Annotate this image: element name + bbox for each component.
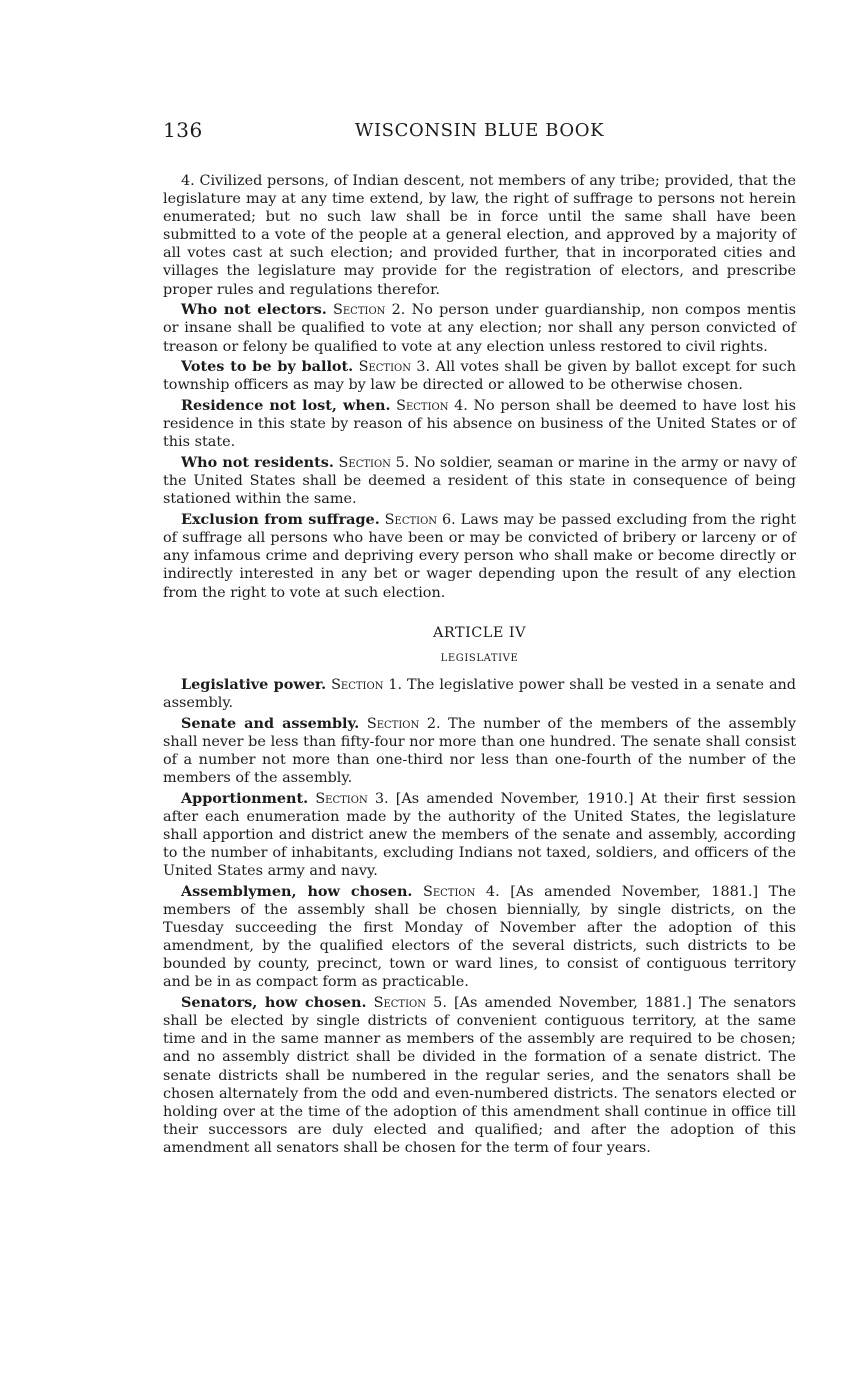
page-body <box>163 172 796 1160</box>
section-paragraph <box>163 994 796 1157</box>
section-text: Laws may be passed excluding from the right of suffrage all persons who have been or may be convicted of bribery or larceny or of any infamous crime and depriving every person who shall make or become directly or indirectly interested in any bet or wager depending upon the result of any election from the right to vote at such election. <box>163 512 797 601</box>
section-heading: Senate and assembly. <box>181 714 360 732</box>
section-paragraph <box>163 883 796 992</box>
section-text: All votes shall be given by ballot except for such township officers as may by law be directed or allowed to be otherwise chosen. <box>163 359 797 394</box>
section-paragraph <box>163 790 796 880</box>
section-paragraph <box>163 454 796 508</box>
section-number: Section 6. <box>384 512 456 529</box>
section-text: The legislative power shall be vested in a senate and assembly. <box>163 676 797 711</box>
section-heading: Residence not lost, when. <box>181 397 391 415</box>
section-number: Section 4. <box>396 398 468 415</box>
section-heading: Exclusion from suffrage. <box>181 511 380 529</box>
article-subtitle: LEGISLATIVE <box>440 652 519 664</box>
section-paragraph <box>163 301 796 355</box>
article-title: ARTICLE IV <box>433 624 526 641</box>
section-paragraph <box>163 358 796 394</box>
section-number: Section 2. <box>366 715 441 732</box>
section-heading: Apportionment. <box>181 789 309 807</box>
section-number: Section 2. <box>333 302 406 319</box>
section-heading: Assemblymen, how chosen. <box>181 882 413 900</box>
section-number: Section 1. <box>331 676 403 693</box>
page-number: 136 <box>163 118 203 142</box>
section-text: The number of the members of the assembly shall never be less than fifty-four nor more than one hundred. The senate shall consist of a number not more than one-third nor less than one-fourth of the number of the members of the assembly. <box>163 715 796 786</box>
section-heading: Who not residents. <box>181 454 334 472</box>
section-paragraph <box>163 511 796 601</box>
clause-4-paragraph: 4. Civilized persons, of Indian descent, not members of any tribe; provided, that the legislature may at any time extend, by law, the right of suffrage to persons not herein enumerated; but no such law shall be in force until the same shall have been submitted to a vote of the people at a general election, and approved by a majority of all votes cast at such election; and provided further, that in incorporated cities and villages the legislature may provide for the registration of electors, and prescribe proper rules and regulations therefor. <box>163 173 796 298</box>
section-text: [As amended November, 1881.] The members of the assembly shall be chosen biennially, by single districts, on the Tuesday succeeding the first Monday of November after the adoption of this amendment, by the qualified electors of the several districts, such districts to be bounded by county, precinct, town or ward lines, to consist of contiguous territory and be in as compact form as practicable. <box>163 883 797 991</box>
section-heading: Votes to be by ballot. <box>181 358 354 376</box>
section-heading: Who not electors. <box>181 301 327 319</box>
page-header <box>163 118 796 150</box>
section-number: Section 5. <box>338 455 410 472</box>
section-number: Section 3. <box>358 359 431 376</box>
section-text: No person under guardianship, non compos mentis or insane shall be qualified to vote at any election; nor shall any person convicted of treason or felony be qualified to vote at any election unless restored to civil rights. <box>163 302 797 355</box>
section-text: [As amended November, 1881.] The senators shall be elected by single districts of convenient contiguous territory, at the same time and in the same manner as members of the assembly are required to be chosen; and no assembly district shall be divided in the formation of a senate district. The senate districts shall be numbered in the regular series, and the senators shall be chosen alternately from the odd and even-numbered districts. The senators elected or holding over at the time of the adoption of this amendment shall continue in office till their successors are duly elected and qualified; and after the adoption of this amendment all senators shall be chosen for the term of four years. <box>163 995 796 1156</box>
section-number: Section 4. <box>423 883 500 900</box>
section-paragraph <box>163 715 796 787</box>
running-title: WISCONSIN BLUE BOOK <box>354 120 605 141</box>
section-heading: Legislative power. <box>181 675 327 693</box>
section-text: [As amended November, 1910.] At their first session after each enumeration made by the authority of the United States, the legislature shall apportion and district anew the members of the senate and assembly, according to the number of inhabitants, excluding Indians not taxed, soldiers, and officers of the United States army and navy. <box>163 790 797 880</box>
section-text: No soldier, seaman or marine in the army or navy of the United States shall be deemed a resident of this state in consequence of being stationed within the same. <box>163 455 797 508</box>
section-paragraph <box>163 676 796 712</box>
section-text: No person shall be deemed to have lost his residence in this state by reason of his absence on business of the United States or of this state. <box>163 398 797 451</box>
section-heading: Senators, how chosen. <box>181 994 367 1012</box>
section-paragraph <box>163 397 796 451</box>
section-number: Section 3. <box>315 790 389 807</box>
section-number: Section 5. <box>373 995 447 1012</box>
